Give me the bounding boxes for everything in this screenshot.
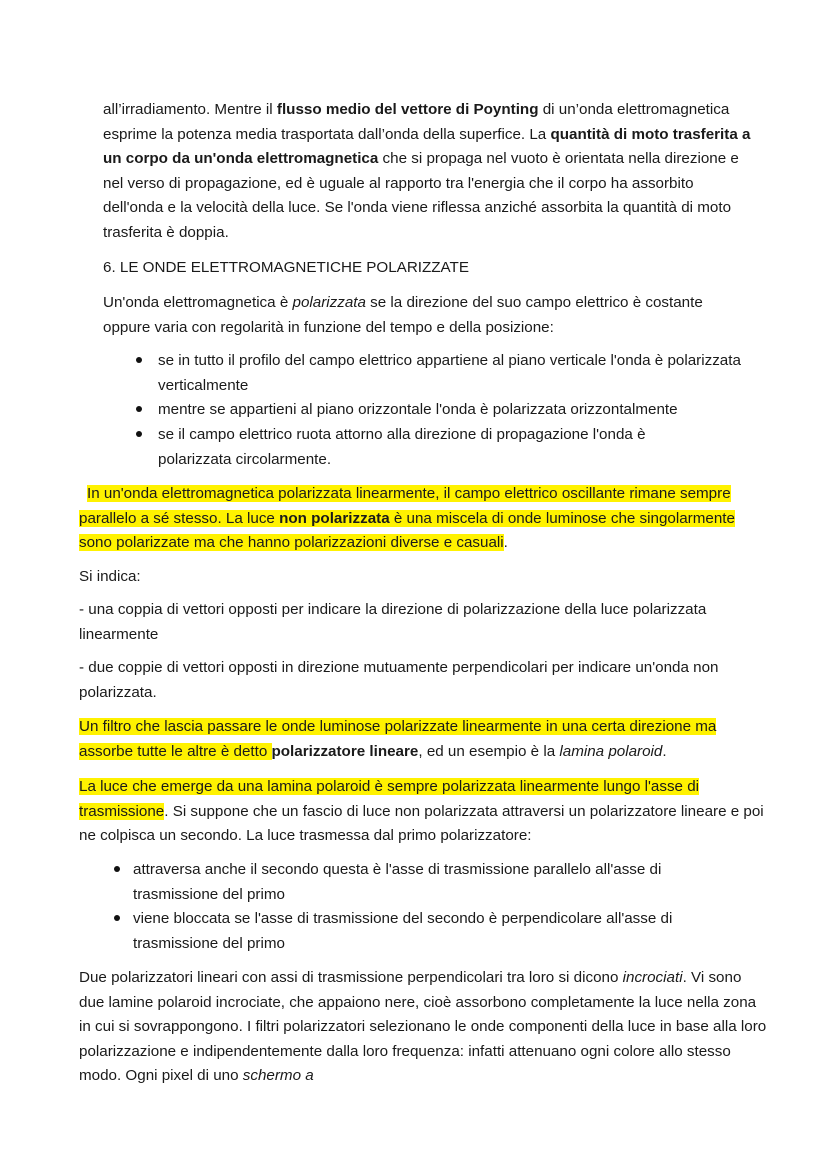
bold-term: non polarizzata	[279, 509, 390, 527]
dash-item: - due coppie di vettori opposti in direzione mutuamente perpendicolari per indicare un'onda non polarizzata.	[79, 659, 719, 701]
text: che si propaga nel vuoto è orientata nella direzione e nel verso di propagazione, ed è uguale al rapporto tra l'energia che il corpo ha assorbito dell'onda e la velocità della luce. Se l'onda viene riflessa anziché assorbita la quantità di moto trasferita è doppia.	[103, 150, 739, 241]
text: se la direzione del suo campo elettrico è costante oppure varia con regolarità in funzione del tempo e della posizione:	[103, 294, 703, 336]
text: all’irradiamento. Mentre il	[103, 101, 277, 118]
bullet-icon	[136, 406, 142, 412]
paragraph-polarizer	[79, 715, 769, 764]
italic-term: lamina polaroid	[559, 742, 663, 760]
label-si-indica: Si indica:	[79, 568, 141, 585]
bold-term: flusso medio del vettore di Poynting	[276, 101, 539, 118]
list-item: se in tutto il profilo del campo elettrico appartiene al piano verticale l'onda è polarizzata verticalmente	[158, 352, 741, 394]
text: è una miscela di onde luminose che singolarmente sono polarizzate ma che hanno polarizzazioni diverse e casuali	[79, 509, 735, 551]
bullet-icon	[136, 431, 142, 437]
paragraph-polaroid	[79, 775, 769, 849]
text: .	[503, 534, 508, 551]
list-item: mentre se appartieni al piano orizzontale l'onda è polarizzata orizzontalmente	[158, 401, 678, 418]
text: . Si suppone che un fascio di luce non polarizzata attraversi un polarizzatore lineare e poi ne colpisca un secondo. La luce trasmessa dal primo polarizzatore:	[79, 802, 764, 844]
highlighted-text: In un'onda elettromagnetica polarizzata linearmente, il campo elettrico oscillante rimane sempre parallelo a sé stesso.	[79, 485, 731, 527]
italic-term: incrociati	[622, 969, 683, 986]
list-item: viene bloccata se l'asse di trasmissione del secondo è perpendicolare all'asse di trasmissione del primo	[133, 910, 673, 952]
paragraph-poynting	[103, 98, 753, 245]
paragraph-crossed-polarizers	[79, 966, 769, 1089]
bold-term: quantità di moto trasferita a un corpo da un'onda elettromagnetica	[103, 125, 751, 167]
bullet-icon	[136, 357, 142, 363]
text: Un'onda elettromagnetica è	[103, 294, 293, 311]
section-heading: 6. LE ONDE ELETTROMAGNETICHE POLARIZZATE	[103, 259, 469, 276]
bullet-icon	[114, 866, 120, 872]
italic-term: schermo a	[242, 1067, 314, 1084]
dash-item: - una coppia di vettori opposti per indicare la direzione di polarizzazione della luce polarizzata linearmente	[79, 601, 707, 643]
text: Due polarizzatori lineari con assi di trasmissione perpendicolari tra loro si dicono	[79, 969, 623, 986]
paragraph-definition	[103, 291, 753, 340]
highlighted-text: La luce che emerge da una lamina polaroid è sempre polarizzata linearmente lungo l'asse di trasmissione	[79, 778, 700, 820]
text: La luce	[221, 509, 280, 527]
italic-term: polarizzata	[292, 294, 366, 311]
text: , ed un esempio è la	[418, 742, 560, 760]
text: .	[662, 742, 667, 760]
bullet-icon	[114, 915, 120, 921]
list-item: se il campo elettrico ruota attorno alla direzione di propagazione l'onda è polarizzata circolarmente.	[158, 426, 646, 468]
bold-term: polarizzatore lineare	[271, 742, 419, 760]
text: di un’onda elettromagnetica esprime la potenza media trasportata dall’onda della superfice. La	[103, 101, 730, 143]
list-item: attraversa anche il secondo questa è l'asse di trasmissione parallelo all'asse di trasmissione del primo	[133, 861, 662, 903]
paragraph-highlight-linear	[79, 482, 759, 556]
highlighted-text: Un filtro che lascia passare le onde luminose polarizzate linearmente in una certa direzione ma assorbe tutte le altre è detto	[79, 718, 717, 760]
text: . Vi sono due lamine polaroid incrociate, che appaiono nere, cioè assorbono completamente la luce nella zona in cui si sovrappongono. I filtri polarizzatori selezionano le onde componenti della luce in base alla loro polarizzazione e indipendentemente dalla loro frequenza: infatti attenuano ogni colore allo stesso modo. Ogni pixel di uno	[79, 969, 767, 1084]
